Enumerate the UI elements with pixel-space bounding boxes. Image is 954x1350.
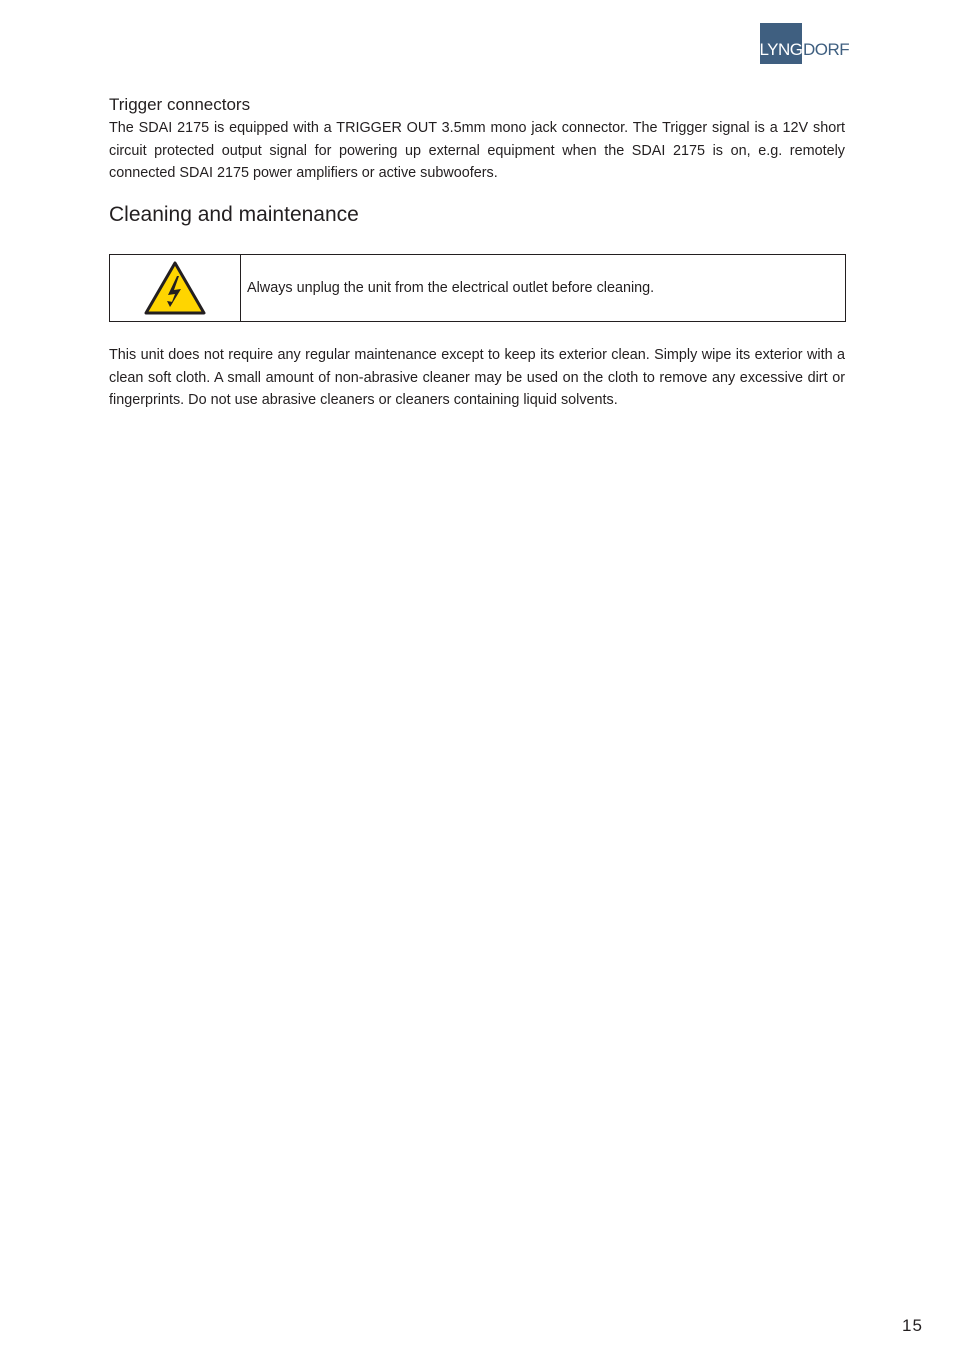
brand-logo [760, 23, 849, 64]
page-number: 15 [902, 1316, 923, 1335]
high-voltage-warning-icon [143, 260, 207, 316]
cleaning-maintenance-heading: Cleaning and maintenance [109, 203, 359, 226]
cleaning-maintenance-paragraph: This unit does not require any regular maintenance except to keep its exterior clean. Simply wipe its exterior with a clean soft cloth. A small amount of non-abrasive cleaner may be used on the cloth to remove any excessive dirt or fingerprints. Do not use abrasive cleaners or cleaners containing liquid solvents. [109, 347, 845, 408]
trigger-connectors-paragraph: The SDAI 2175 is equipped with a TRIGGER OUT 3.5mm mono jack connector. The Trigger signal is a 12V short circuit protected output signal for powering up external equipment when the SDAI 2175 is on, e.g. remotely connected SDAI 2175 power amplifiers or active subwoofers. [109, 120, 845, 181]
warning-box [109, 254, 846, 322]
logo-lyng: LYNG [760, 23, 802, 64]
trigger-connectors-heading: Trigger connectors [109, 95, 251, 114]
logo-dorf: DORF [803, 39, 850, 59]
warning-text: Always unplug the unit from the electrical outlet before cleaning. [247, 280, 655, 296]
warning-icon-cell [110, 255, 241, 321]
